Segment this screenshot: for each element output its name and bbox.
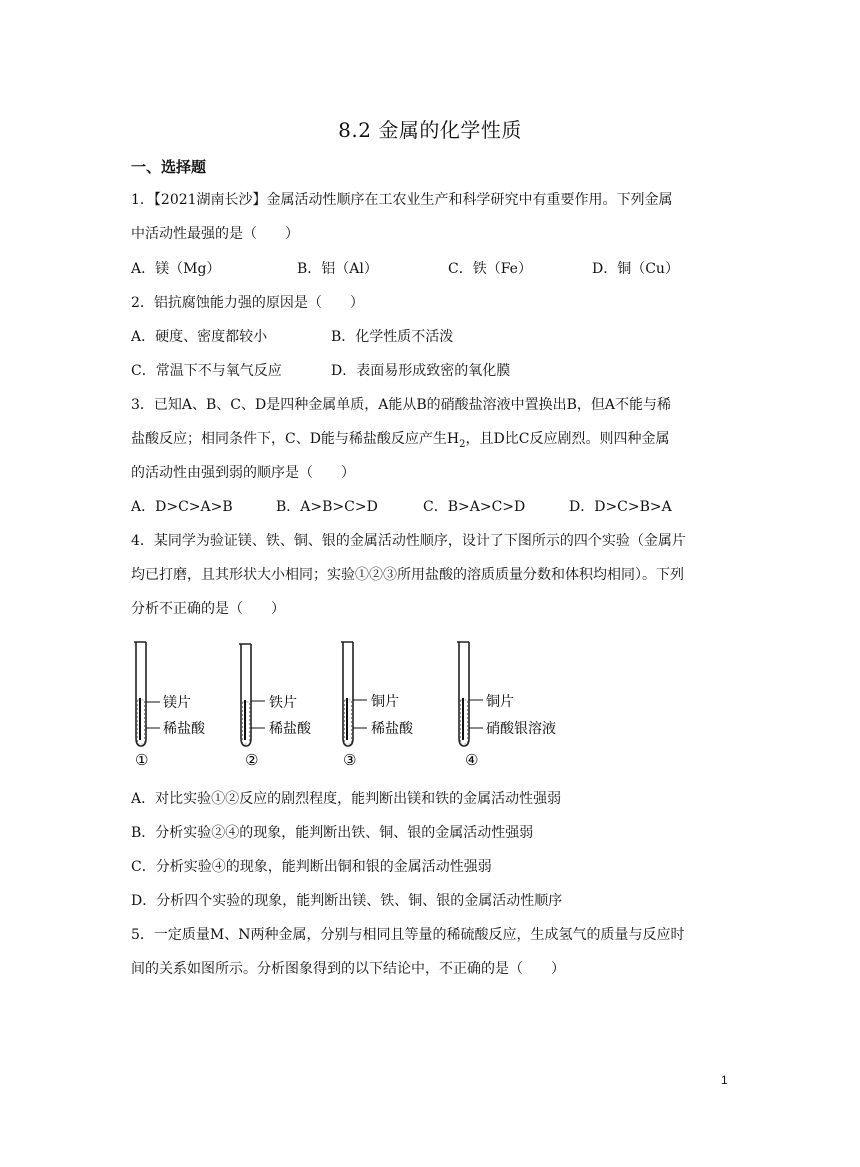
test-tube-2	[239, 644, 265, 746]
test-tube-4	[457, 642, 483, 746]
test-tube-1	[134, 642, 160, 746]
tube-2-metal-label: 铁片	[269, 695, 297, 711]
q5-stem-line1: 5．一定质量M、N两种金属，分别与相同且等量的稀硫酸反应，生成氢气的质量与反应时	[131, 927, 685, 943]
q4-option-c: C．分析实验④的现象，能判断出铜和银的金属活动性强弱	[131, 859, 492, 875]
q1-stem-line2: 中活动性最强的是（ ）	[131, 226, 299, 242]
q3-option-b: B．A>B>C>D	[276, 499, 378, 515]
q4-option-d: D．分析四个实验的现象，能判断出镁、铁、铜、银的金属活动性顺序	[131, 893, 563, 909]
test-tube-3	[341, 642, 367, 746]
tube-4-liquid-label: 硝酸银溶液	[486, 721, 556, 737]
tube-3-number: ③	[343, 751, 357, 769]
tube-2-liquid-label: 稀盐酸	[269, 721, 311, 737]
q1-option-d: D．铜（Cu）	[592, 261, 679, 277]
tube-4-metal-label: 铜片	[486, 694, 514, 710]
tube-2-number: ②	[245, 751, 259, 769]
q3-stem-line3: 的活动性由强到弱的顺序是（ ）	[131, 465, 355, 481]
q3-h2-subscript: 2	[459, 438, 466, 450]
q3-option-d: D．D>C>B>A	[569, 499, 672, 515]
page-number: 1	[721, 1073, 728, 1087]
q4-stem-line3: 分析不正确的是（ ）	[131, 601, 285, 617]
q1-option-a: A．镁（Mg）	[131, 261, 221, 277]
q3-option-a: A．D>C>A>B	[131, 499, 233, 515]
tube-4-number: ④	[465, 751, 479, 769]
q3-stem-line2-pre: 盐酸反应；相同条件下，C、D能与稀盐酸反应产生H	[131, 431, 460, 447]
tube-1-metal-label: 镁片	[163, 695, 191, 711]
q3-stem-line2-post: ，且D比C反应剧烈。则四种金属	[465, 431, 670, 447]
section-heading: 一、选择题	[131, 158, 207, 176]
q2-stem: 2．铝抗腐蚀能力强的原因是（ ）	[131, 295, 364, 311]
q2-option-b: B．化学性质不活泼	[331, 329, 454, 345]
q4-stem-line1: 4．某同学为验证镁、铁、铜、银的金属活动性顺序，设计了下图所示的四个实验（金属片	[131, 533, 686, 549]
tube-1-liquid-label: 稀盐酸	[163, 721, 205, 737]
q2-option-a: A．硬度、密度都较小	[131, 329, 268, 345]
q4-option-a: A．对比实验①②反应的剧烈程度，能判断出镁和铁的金属活动性强弱	[131, 791, 562, 807]
test-tube-figure	[131, 636, 581, 776]
q4-option-b: B．分析实验②④的现象，能判断出铁、铜、银的金属活动性强弱	[131, 825, 534, 841]
q3-stem-line2	[131, 428, 669, 450]
q3-option-c: C．B>A>C>D	[423, 499, 526, 515]
q1-option-b: B．铝（Al）	[297, 261, 378, 277]
q2-option-d: D．表面易形成致密的氧化膜	[331, 363, 511, 379]
tube-1-number: ①	[135, 751, 149, 769]
q4-stem-line2: 均已打磨，且其形状大小相同；实验①②③所用盐酸的溶质质量分数和体积均相同）。下列	[131, 567, 684, 583]
page-title: 8.2 金属的化学性质	[338, 118, 522, 142]
q1-stem-line1: 1．【2021湖南长沙】金属活动性顺序在工农业生产和科学研究中有重要作用。下列金属	[131, 192, 673, 208]
q5-stem-line2: 间的关系如图所示。分析图象得到的以下结论中，不正确的是（ ）	[131, 961, 565, 977]
q1-option-c: C．铁（Fe）	[448, 261, 532, 277]
q3-stem-line1: 3．已知A、B、C、D是四种金属单质，A能从B的硝酸盐溶液中置换出B，但A不能与稀	[131, 397, 672, 413]
tube-3-liquid-label: 稀盐酸	[371, 721, 413, 737]
q2-option-c: C．常温下不与氧气反应	[131, 363, 282, 379]
tube-3-metal-label: 铜片	[371, 694, 399, 710]
